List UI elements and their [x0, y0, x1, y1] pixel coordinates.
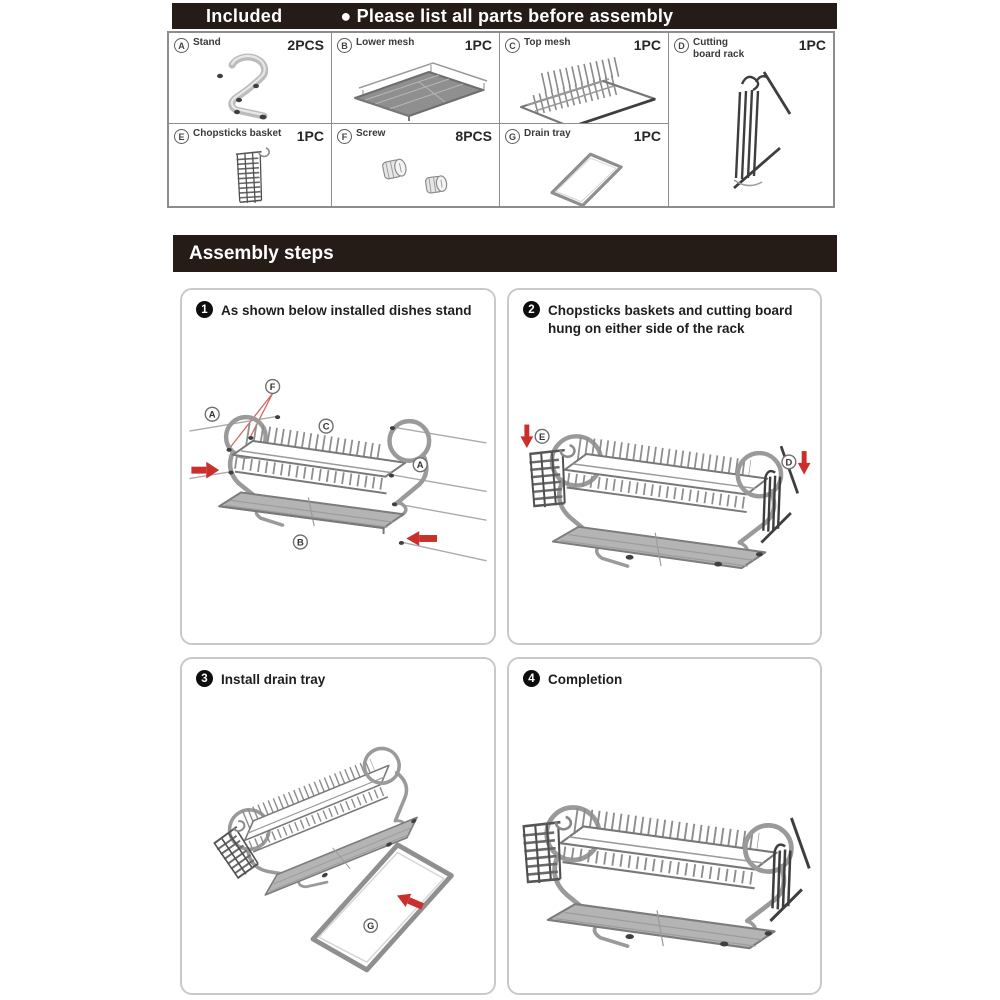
part-name: Screw	[356, 128, 386, 139]
callout-B	[293, 535, 307, 549]
svg-text:B: B	[296, 535, 304, 547]
step-text: Install drain tray	[221, 672, 326, 687]
step-number-badge: 1	[196, 301, 213, 318]
part-name: Stand	[193, 37, 221, 48]
screw-illustration	[341, 144, 491, 206]
step-1-illustration	[188, 330, 488, 642]
step-number-badge: 3	[196, 670, 213, 687]
svg-text:C: C	[322, 420, 330, 432]
part-qty: 1PC	[633, 37, 661, 53]
red-arrow-down-left	[520, 425, 533, 449]
part-qty: 2PCS	[287, 37, 324, 53]
assembly-steps-header-bar	[173, 235, 837, 272]
step-2-illustration	[515, 338, 815, 633]
part-header	[332, 124, 499, 144]
step-4-illustration	[515, 697, 815, 987]
part-header	[669, 33, 833, 60]
part-name: Lower mesh	[356, 37, 415, 48]
part-name: Cutting board rack	[693, 37, 745, 60]
part-name: Top mesh	[524, 37, 571, 48]
part-header	[500, 124, 668, 144]
part-qty: 1PC	[798, 37, 826, 53]
part-qty: 1PC	[464, 37, 492, 53]
part-cell-chopsticks-basket	[169, 124, 331, 206]
part-letter-badge: D	[674, 38, 689, 53]
callout-G	[364, 919, 377, 932]
step-4-panel	[507, 657, 822, 995]
part-qty: 8PCS	[455, 128, 492, 144]
step-1-header	[182, 290, 494, 320]
part-header	[169, 124, 331, 144]
callout-A-left	[205, 407, 219, 421]
assembly-steps-title: Assembly steps	[189, 242, 334, 264]
included-title: Included	[206, 5, 283, 26]
part-letter-badge: A	[174, 38, 189, 53]
cutting-board-rack-illustration	[676, 62, 826, 196]
step-3-panel	[180, 657, 496, 995]
step-text: As shown below installed dishes stand	[221, 303, 472, 318]
top-mesh-illustration	[505, 53, 663, 123]
svg-text:A: A	[208, 408, 216, 420]
part-letter-badge: G	[505, 129, 520, 144]
callout-C	[319, 419, 333, 433]
svg-text:G: G	[367, 920, 375, 931]
svg-text:D: D	[785, 457, 792, 468]
callout-E	[535, 429, 549, 443]
part-cell-cutting-board-rack	[669, 33, 833, 206]
step-text: Chopsticks baskets and cutting board hung on either side of the rack	[548, 303, 793, 337]
stand-illustration	[190, 53, 310, 123]
drain-tray-illustration	[509, 144, 659, 206]
step-text: Completion	[548, 672, 623, 687]
part-header	[332, 33, 499, 53]
part-cell-top-mesh	[500, 33, 668, 123]
part-cell-drain-tray	[500, 124, 668, 206]
step-2-panel	[507, 288, 822, 645]
part-qty: 1PC	[633, 128, 661, 144]
parts-table	[167, 31, 835, 208]
part-letter-badge: E	[174, 129, 189, 144]
part-header	[500, 33, 668, 53]
lower-mesh-illustration	[341, 54, 491, 122]
part-cell-lower-mesh	[332, 33, 499, 123]
part-letter-badge: B	[337, 38, 352, 53]
part-name: Chopsticks basket	[193, 128, 282, 139]
part-header	[169, 33, 331, 53]
part-cell-stand	[169, 33, 331, 123]
step-4-header	[509, 659, 820, 689]
included-header-bar	[172, 3, 837, 29]
part-letter-badge: F	[337, 129, 352, 144]
step-number-badge: 2	[523, 301, 540, 318]
callout-A-right	[413, 457, 427, 471]
red-arrow-down-right	[797, 451, 810, 475]
step-3-header	[182, 659, 494, 689]
part-qty: 1PC	[296, 128, 324, 144]
part-name: Drain tray	[524, 128, 571, 139]
step-number-badge: 4	[523, 670, 540, 687]
part-cell-screw	[332, 124, 499, 206]
step-3-illustration	[188, 693, 488, 991]
svg-text:A: A	[416, 458, 424, 470]
svg-text:E: E	[538, 431, 545, 442]
svg-text:F: F	[269, 380, 276, 392]
step-1-panel	[180, 288, 496, 645]
chopsticks-basket-illustration	[190, 144, 310, 206]
included-note: ● Please list all parts before assembly	[340, 5, 674, 26]
callout-D	[782, 455, 796, 469]
part-letter-badge: C	[505, 38, 520, 53]
callout-F	[266, 379, 280, 393]
